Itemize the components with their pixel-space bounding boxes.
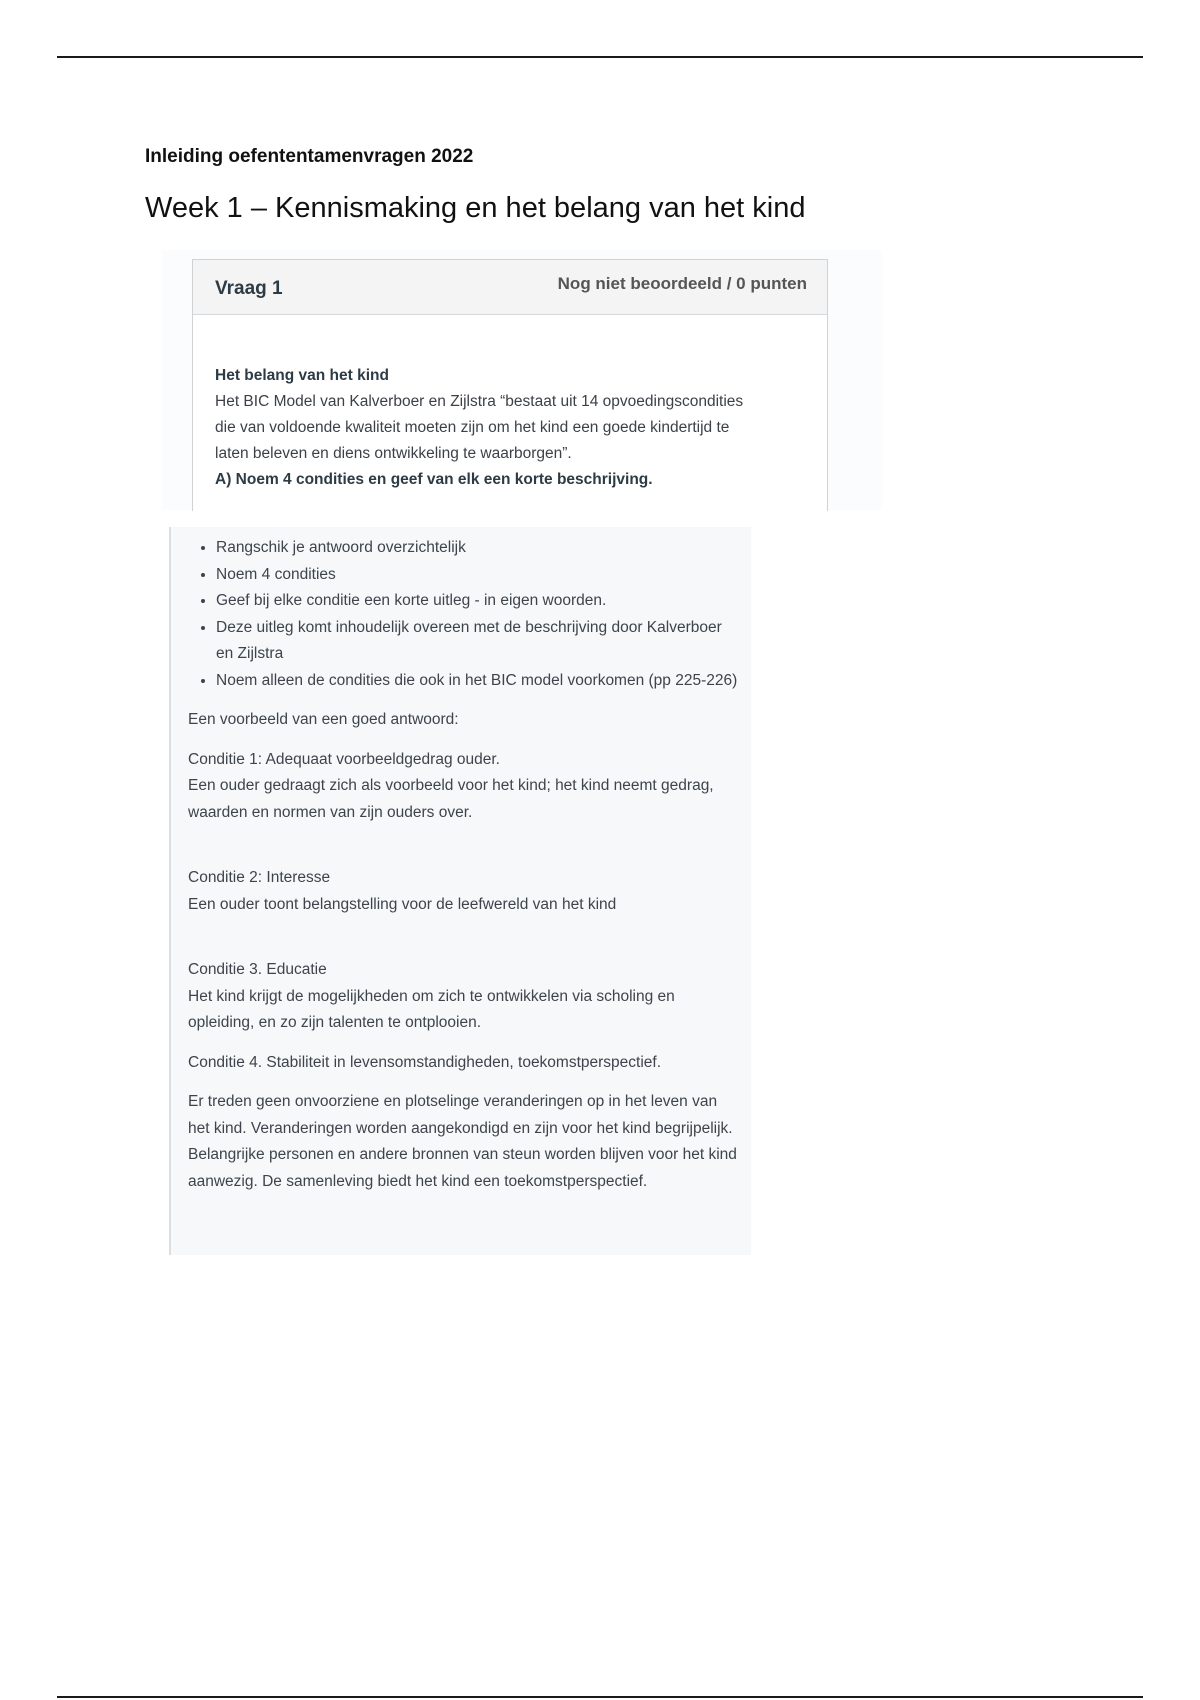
question-number: Vraag 1 — [215, 278, 283, 299]
document-title: Week 1 – Kennismaking en het belang van het kind — [145, 192, 806, 224]
answer-screenshot — [169, 527, 751, 1255]
criteria-list — [188, 535, 738, 694]
criteria-item: • Rangschik je antwoord overzichtelijk — [216, 535, 738, 562]
document-subtitle: Inleiding oefententamenvragen 2022 — [145, 146, 474, 167]
condition-text: Een ouder gedraagt zich als voorbeeld voor het kind; het kind neemt gedrag, waarden en normen van zijn ouders over. — [188, 777, 714, 821]
footer-rule — [57, 1696, 1143, 1698]
question-body — [215, 363, 815, 493]
question-heading: Het belang van het kind — [215, 367, 389, 384]
condition-title: Conditie 2: Interesse — [188, 869, 331, 886]
condition-title: Conditie 3. Educatie — [188, 961, 327, 978]
answer-intro: Een voorbeeld van een goed antwoord: — [188, 711, 459, 728]
question-text-line: die van voldoende kwaliteit moeten zijn om het kind een goede kindertijd te — [215, 419, 730, 436]
condition-text: Er treden geen onvoorziene en plotselinge veranderingen op in het leven van het kind. Veranderingen worden aangekondigd en zijn voor het kind begrijpelijk. Belangrijke personen en andere bronnen van steun worden blijven voor het kind aanwezig. De samenleving biedt het kind een toekomstperspectief. — [188, 1093, 737, 1190]
question-header — [193, 260, 827, 315]
criteria-item: • Geef bij elke conditie een korte uitleg - in eigen woorden. — [216, 588, 738, 615]
criteria-item: • Noem alleen de condities die ook in het BIC model voorkomen (pp 225-226) — [216, 668, 738, 695]
header-rule — [57, 56, 1143, 58]
criteria-item: • Deze uitleg komt inhoudelijk overeen met de beschrijving door Kalverboer en Zijlstra — [216, 615, 738, 668]
question-score: Nog niet beoordeeld / 0 punten — [557, 274, 807, 293]
question-task: A) Noem 4 condities en geef van elk een korte beschrijving. — [215, 471, 653, 488]
question-screenshot — [162, 250, 882, 510]
condition-text: Een ouder toont belangstelling voor de leefwereld van het kind — [188, 895, 617, 913]
answer-content — [188, 535, 738, 1195]
condition-text: Het kind krijgt de mogelijkheden om zich te ontwikkelen via scholing en opleiding, en zo zijn talenten te ontplooien. — [188, 987, 675, 1031]
question-card — [192, 259, 828, 511]
criteria-item: • Noem 4 condities — [216, 562, 738, 589]
question-text-line: Het BIC Model van Kalverboer en Zijlstra “bestaat uit 14 opvoedingscondities — [215, 393, 744, 410]
question-text-line: laten beleven en diens ontwikkeling te waarborgen”. — [215, 445, 572, 462]
condition-title: Conditie 4. Stabiliteit in levensomstandigheden, toekomstperspectief. — [188, 1053, 662, 1071]
condition-title: Conditie 1: Adequaat voorbeeldgedrag ouder. — [188, 750, 500, 768]
